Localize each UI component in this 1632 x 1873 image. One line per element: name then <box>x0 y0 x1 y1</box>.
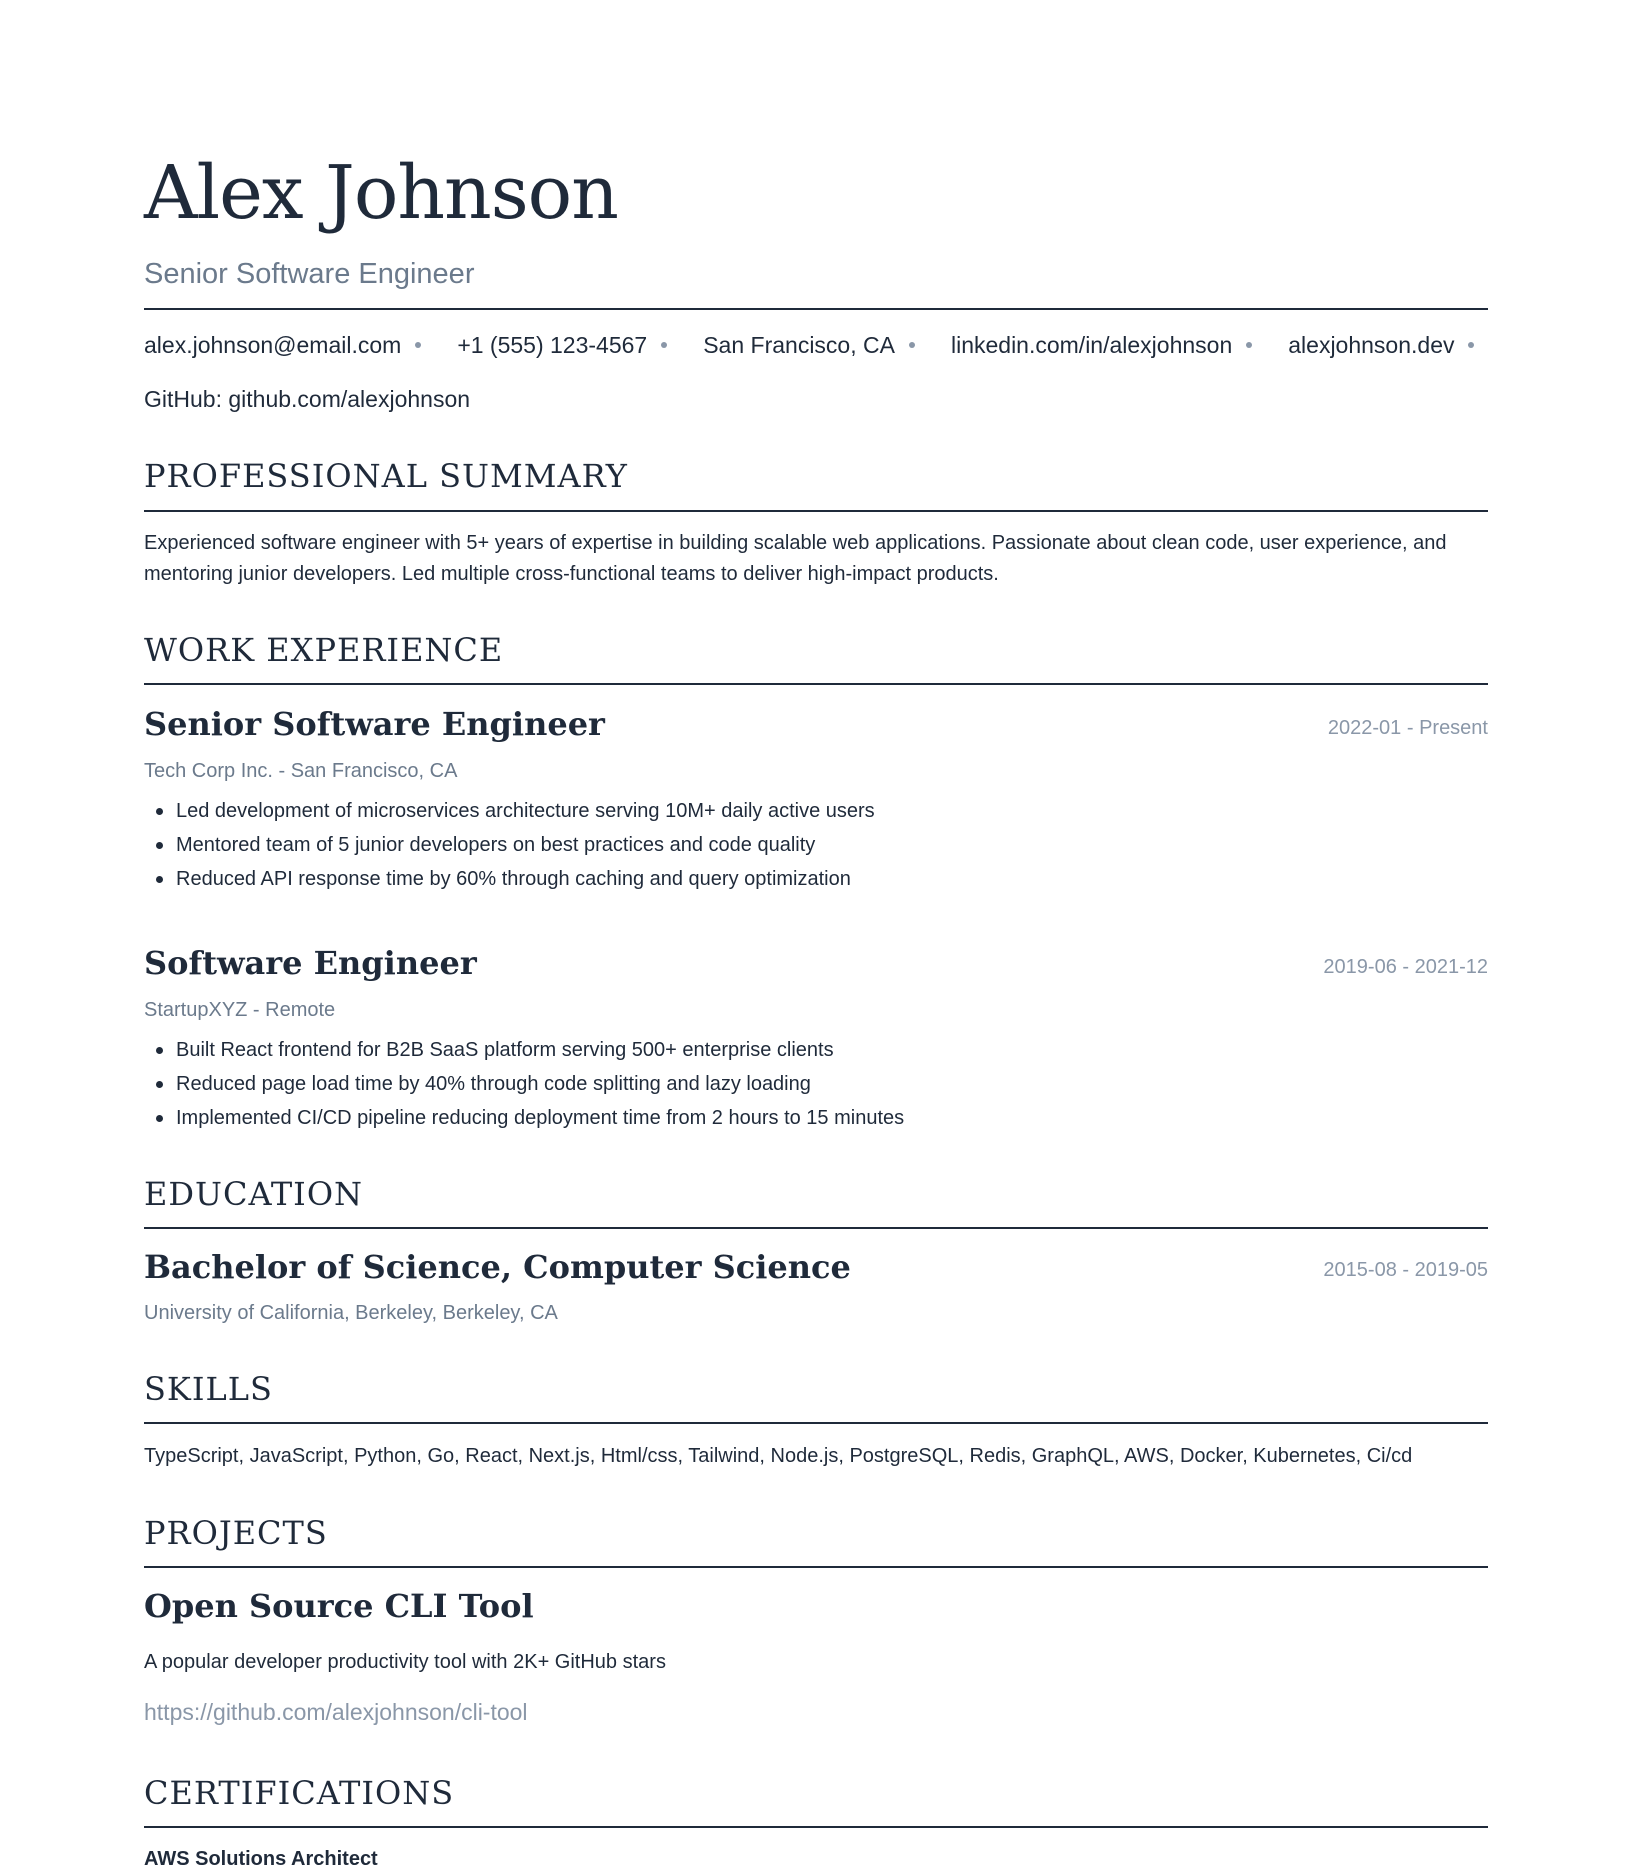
certification-name: AWS Solutions Architect <box>144 1848 378 1870</box>
summary-text: Experienced software engineer with 5+ years of expertise in building scalable web applications. Passionate about clean code, user experience, and mentoring junior developers. Led multiple cross-functional teams to deliver high-impact products. <box>144 532 1447 585</box>
section-title-projects: PROJECTS <box>144 1514 328 1552</box>
job-company: StartupXYZ - Remote <box>144 999 336 1021</box>
job-title: Senior Software Engineer <box>144 705 605 743</box>
degree-title: Bachelor of Science, Computer Science <box>144 1248 851 1286</box>
job-dates: 2022-01 - Present <box>1327 717 1488 739</box>
section-title-skills: SKILLS <box>144 1370 273 1408</box>
list-item: Mentored team of 5 junior developers on best practices and code quality <box>144 828 875 862</box>
separator-dot <box>1468 342 1474 348</box>
skills-list: TypeScript, JavaScript, Python, Go, React, Next.js, Html/css, Tailwind, Node.js, PostgreSQL, Redis, GraphQL, AWS, Docker, Kubernetes, Ci/cd <box>144 1445 1413 1467</box>
separator-dot <box>661 342 667 348</box>
contact-linkedin[interactable] <box>951 330 1288 360</box>
contact-email[interactable] <box>144 330 457 360</box>
list-item: Led development of microservices architecture serving 10M+ daily active users <box>144 794 875 828</box>
education-dates: 2015-08 - 2019-05 <box>1323 1259 1488 1281</box>
section-divider <box>144 510 1488 512</box>
job-highlights <box>144 1033 904 1135</box>
contact-location <box>703 330 951 360</box>
header-divider <box>144 308 1488 310</box>
list-item: Implemented CI/CD pipeline reducing deployment time from 2 hours to 15 minutes <box>144 1101 904 1135</box>
project-link[interactable]: https://github.com/alexjohnson/cli-tool <box>144 1699 528 1725</box>
project-title: Open Source CLI Tool <box>144 1587 534 1625</box>
section-title-summary: PROFESSIONAL SUMMARY <box>144 457 628 495</box>
contact-location-text: San Francisco, CA <box>703 332 895 358</box>
school-name: University of California, Berkeley, Berkeley, CA <box>144 1302 558 1324</box>
section-divider <box>144 1227 1488 1229</box>
separator-dot <box>1246 342 1252 348</box>
contact-website-text[interactable]: alexjohnson.dev <box>1288 332 1455 358</box>
contact-linkedin-text[interactable]: linkedin.com/in/alexjohnson <box>950 332 1233 358</box>
section-title-education: EDUCATION <box>144 1175 364 1213</box>
section-divider <box>144 1422 1488 1424</box>
contact-website[interactable] <box>1288 330 1510 360</box>
contact-phone[interactable] <box>457 330 703 360</box>
contact-github[interactable]: GitHub: github.com/alexjohnson <box>144 386 471 412</box>
job-title: Software Engineer <box>144 944 477 982</box>
separator-dot <box>415 342 421 348</box>
job-highlights <box>144 794 875 896</box>
section-divider <box>144 1566 1488 1568</box>
contact-email-text[interactable]: alex.johnson@email.com <box>144 332 402 358</box>
list-item: Built React frontend for B2B SaaS platform serving 500+ enterprise clients <box>144 1033 904 1067</box>
list-item: Reduced page load time by 40% through code splitting and lazy loading <box>144 1067 904 1101</box>
contact-info <box>144 330 1510 360</box>
section-divider <box>144 1826 1488 1828</box>
section-title-experience: WORK EXPERIENCE <box>144 631 504 669</box>
project-description: A popular developer productivity tool with 2K+ GitHub stars <box>144 1651 666 1673</box>
list-item: Reduced API response time by 60% through caching and query optimization <box>144 862 875 896</box>
section-title-certifications: CERTIFICATIONS <box>144 1774 455 1812</box>
job-dates: 2019-06 - 2021-12 <box>1323 956 1488 978</box>
contact-phone-text[interactable]: +1 (555) 123-4567 <box>457 332 648 358</box>
candidate-headline: Senior Software Engineer <box>144 258 475 290</box>
candidate-name: Alex Johnson <box>144 150 618 236</box>
section-divider <box>144 683 1488 685</box>
job-company: Tech Corp Inc. - San Francisco, CA <box>144 760 458 782</box>
separator-dot <box>909 342 915 348</box>
